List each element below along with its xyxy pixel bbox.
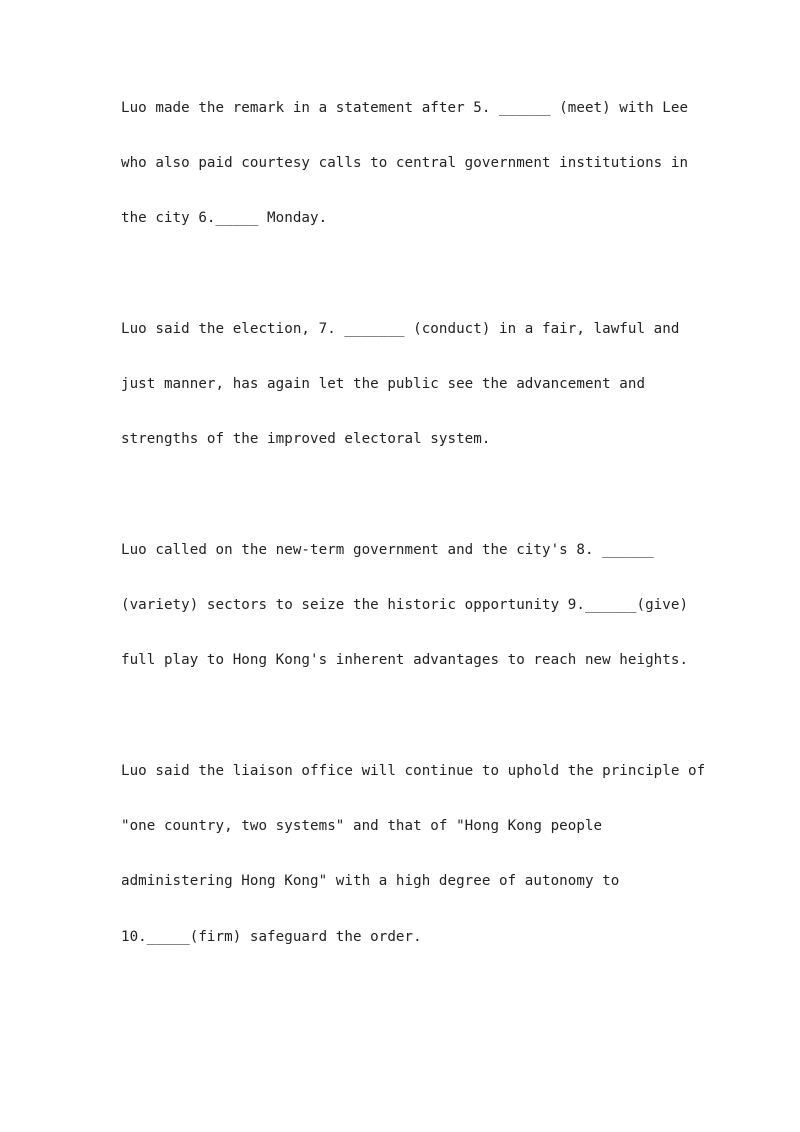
text-line: the city 6._____ Monday. <box>121 210 328 227</box>
text-line: who also paid courtesy calls to central government institutions in <box>121 155 689 172</box>
paragraph-1 <box>121 98 721 264</box>
paragraph-3 <box>121 540 721 706</box>
text-line: just manner, has again let the public see the advancement and <box>121 376 646 393</box>
text-line: (variety) sectors to seize the historic opportunity 9.______(give) <box>121 597 689 614</box>
text-line: Luo said the election, 7. _______ (conduct) in a fair, lawful and <box>121 321 680 337</box>
text-line: full play to Hong Kong's inherent advantages to reach new heights. <box>121 652 689 669</box>
text-line: administering Hong Kong" with a high degree of autonomy to <box>121 873 620 890</box>
paragraph-4 <box>121 761 721 982</box>
text-line: Luo said the liaison office will continue to uphold the principle of <box>121 763 706 779</box>
text-line: strengths of the improved electoral system. <box>121 431 491 448</box>
text-line: "one country, two systems" and that of "Hong Kong people <box>121 818 603 835</box>
text-line: Luo made the remark in a statement after 5. ______ (meet) with Lee <box>121 100 689 116</box>
text-line: 10._____(firm) safeguard the order. <box>121 928 422 945</box>
text-line: Luo called on the new-term government and the city's 8. ______ <box>121 542 654 558</box>
paragraph-2 <box>121 319 721 485</box>
